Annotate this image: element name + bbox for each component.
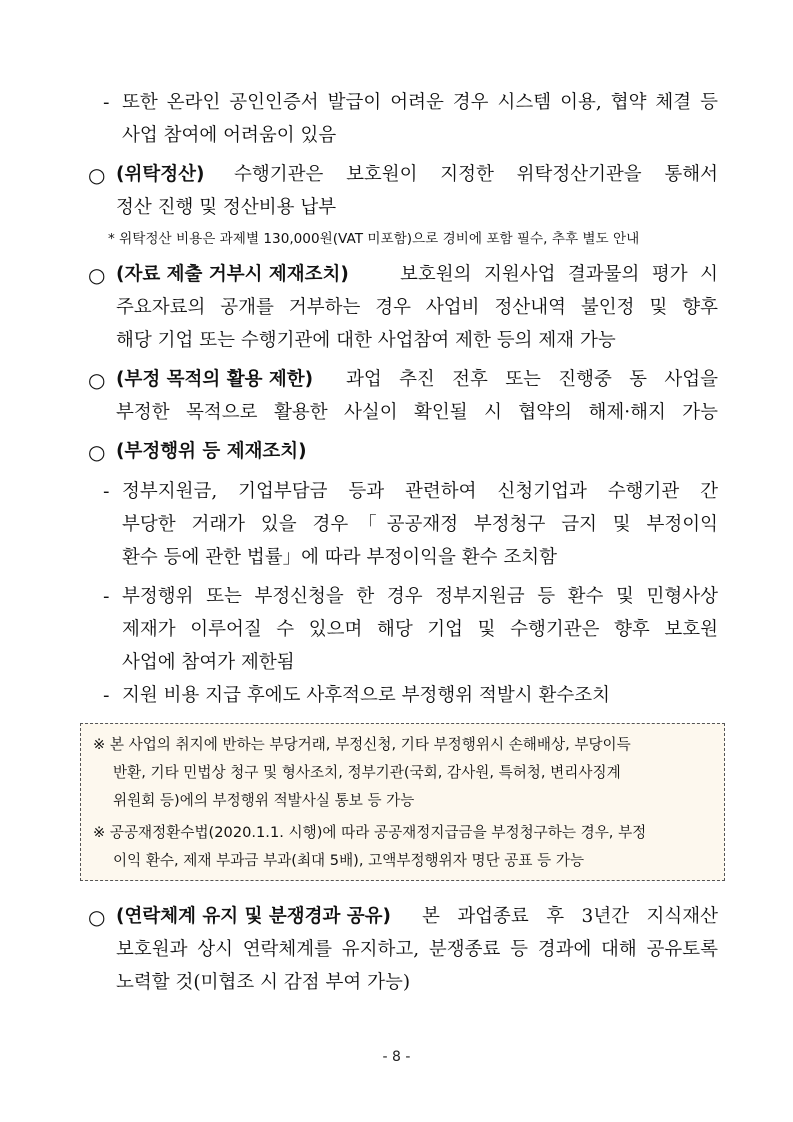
notice-2-line-1: ※ 공공재정환수법(2020.1.1. 시행)에 따라 공공재정지급금을 부정청구하는 경우, 부정	[93, 824, 647, 841]
last-item-line-3: 노력할 것(미협조 시 감점 부여 가능)	[116, 972, 411, 993]
circle-bullet: ○	[88, 368, 106, 392]
page-number: - 8 -	[382, 1049, 411, 1065]
sanction-1-line-1: 정부지원금, 기업부담금 등과 관련하여 신청기업과 수행기관 간	[122, 481, 718, 502]
notice-1-line-2: 반환, 기타 민법상 청구 및 형사조치, 정부기관(국회, 감사원, 특허청, 변리사징계	[113, 764, 621, 781]
dash-marker: -	[103, 586, 110, 607]
dash-marker: -	[103, 481, 110, 502]
notice-1-line-3: 위원회 등)에의 부정행위 적발사실 통보 등 가능	[113, 792, 415, 809]
intro-line-2: 사업 참여에 어려움이 있음	[122, 125, 337, 146]
item-3-line-1-text: 과업 추진 전후 또는 진행중 동 사업을	[346, 369, 718, 390]
item-2-title: (자료 제출 거부시 제재조치)	[116, 264, 349, 285]
item-2-line-1	[116, 263, 718, 287]
item-1-line-1-text: 수행기관은 보호원이 지정한 위탁정산기관을 통해서	[234, 164, 718, 185]
sanction-2-line-1: 부정행위 또는 부정신청을 한 경우 정부지원금 등 환수 및 민형사상	[122, 586, 718, 607]
item-1-footnote: * 위탁정산 비용은 과제별 130,000원(VAT 미포함)으로 경비에 포함 필수, 추후 별도 안내	[108, 231, 640, 247]
intro-line-1: 또한 온라인 공인인증서 발급이 어려운 경우 시스템 이용, 협약 체결 등	[122, 92, 718, 113]
item-2-line-1-text: 보호원의 지원사업 결과물의 평가 시	[400, 264, 718, 285]
dash-marker: -	[103, 92, 110, 113]
circle-bullet: ○	[88, 440, 106, 464]
item-2-line-3: 해당 기업 또는 수행기관에 대한 사업참여 제한 등의 제재 가능	[116, 330, 616, 351]
item-4-title: (부정행위 등 제재조치)	[116, 441, 307, 462]
sanction-2-line-3: 사업에 참여가 제한됨	[122, 652, 295, 673]
circle-bullet: ○	[88, 905, 106, 929]
circle-bullet: ○	[88, 263, 106, 287]
item-3-title: (부정 목적의 활용 제한)	[116, 369, 314, 390]
item-2-line-2: 주요자료의 공개를 거부하는 경우 사업비 정산내역 불인정 및 향후	[116, 297, 718, 318]
sanction-1-line-2: 부당한 거래가 있을 경우「공공재정 부정청구 금지 및 부정이익	[122, 514, 718, 535]
notice-2-line-2: 이익 환수, 제재 부과금 부과(최대 5배), 고액부정행위자 명단 공표 등 가능	[113, 852, 585, 869]
notice-box	[80, 723, 725, 881]
sanction-3-line-1: 지원 비용 지급 후에도 사후적으로 부정행위 적발시 환수조치	[122, 685, 610, 706]
last-item-line-1	[116, 905, 718, 929]
item-3-line-2: 부정한 목적으로 활용한 사실이 확인될 시 협약의 해제·해지 가능	[116, 402, 718, 423]
sanction-2-line-2: 제재가 이루어질 수 있으며 해당 기업 및 수행기관은 향후 보호원	[122, 619, 718, 640]
last-item-line-1-text: 본 과업종료 후 3년간 지식재산	[422, 906, 718, 927]
item-1-title: (위탁정산)	[116, 164, 205, 185]
item-3-line-1	[116, 368, 718, 392]
item-1-line-1	[116, 163, 718, 187]
last-item-title: (연락체계 유지 및 분쟁경과 공유)	[116, 906, 391, 927]
item-1-line-2: 정산 진행 및 정산비용 납부	[116, 197, 337, 218]
circle-bullet: ○	[88, 163, 106, 187]
sanction-1-line-3: 환수 등에 관한 법률」에 따라 부정이익을 환수 조치함	[122, 547, 557, 568]
notice-1-line-1: ※ 본 사업의 취지에 반하는 부당거래, 부정신청, 기타 부정행위시 손해배상, 부당이득	[93, 736, 631, 753]
dash-marker: -	[103, 685, 110, 706]
last-item-line-2: 보호원과 상시 연락체계를 유지하고, 분쟁종료 등 경과에 대해 공유토록	[116, 939, 718, 960]
